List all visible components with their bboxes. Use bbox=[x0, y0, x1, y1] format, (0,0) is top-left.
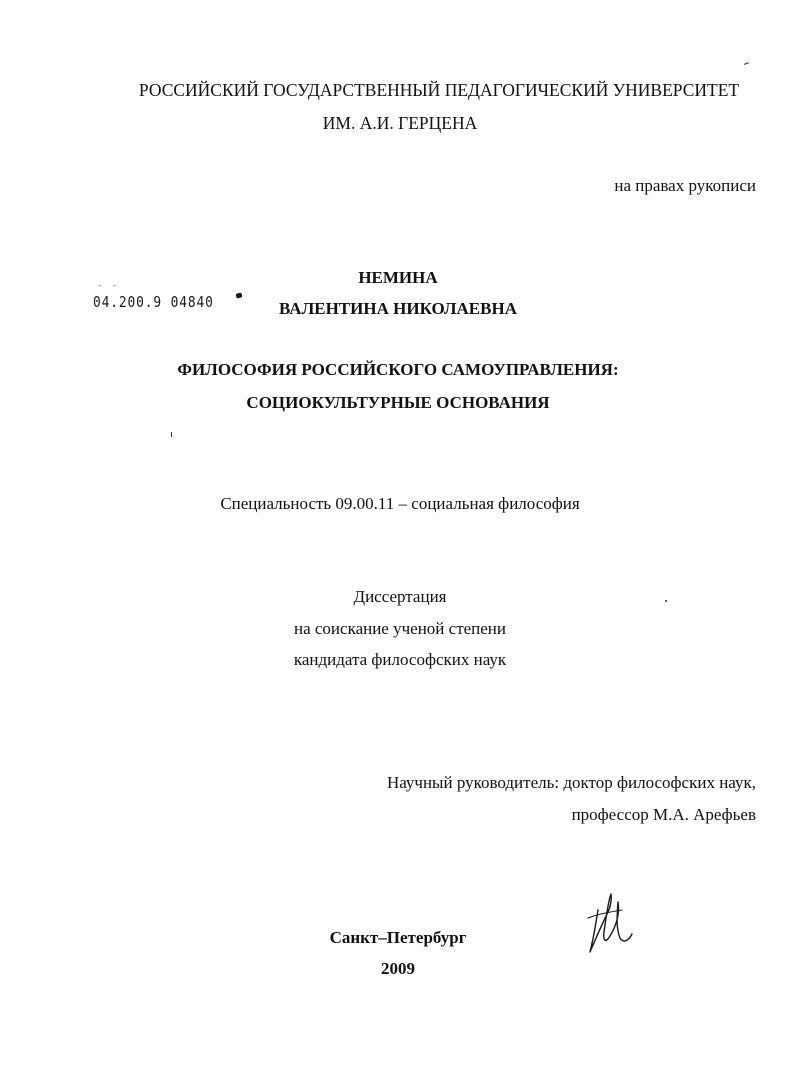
city: Санкт–Петербург bbox=[329, 928, 467, 947]
university-name-line2: ИМ. А.И. ГЕРЦЕНА bbox=[322, 113, 478, 133]
scan-speck bbox=[665, 600, 667, 602]
author-given-names: ВАЛЕНТИНА НИКОЛАЕВНА bbox=[279, 299, 517, 318]
manuscript-rights-note: на правах рукописи bbox=[614, 176, 756, 195]
author-surname: НЕМИНА bbox=[358, 268, 438, 287]
year: 2009 bbox=[381, 959, 415, 978]
supervisor-line2: профессор М.А. Арефьев bbox=[571, 805, 756, 824]
specialty-line: Специальность 09.00.11 – социальная философия bbox=[220, 494, 580, 513]
registration-stamp-number: 04.200.9 04840 bbox=[93, 293, 214, 311]
dissertation-title-line1: ФИЛОСОФИЯ РОССИЙСКОГО САМОУПРАВЛЕНИЯ: bbox=[177, 360, 619, 379]
university-name-line1: РОССИЙСКИЙ ГОСУДАРСТВЕННЫЙ ПЕДАГОГИЧЕСКИЙ УНИВЕРСИТЕТ bbox=[138, 80, 740, 100]
handwritten-signature bbox=[584, 888, 634, 958]
supervisor-line1: Научный руководитель: доктор философских наук, bbox=[386, 773, 756, 792]
dissertation-title-line2: СОЦИОКУЛЬТУРНЫЕ ОСНОВАНИЯ bbox=[246, 393, 550, 412]
degree-name-line: кандидата философских наук bbox=[293, 650, 507, 669]
degree-purpose-line: на соискание ученой степени bbox=[293, 619, 507, 638]
stamp-tick-marks: - - bbox=[97, 281, 120, 291]
dissertation-label: Диссертация bbox=[353, 587, 447, 606]
scan-speck bbox=[744, 62, 749, 65]
scan-speck bbox=[171, 432, 172, 437]
stamp-dot-mark bbox=[235, 292, 242, 298]
